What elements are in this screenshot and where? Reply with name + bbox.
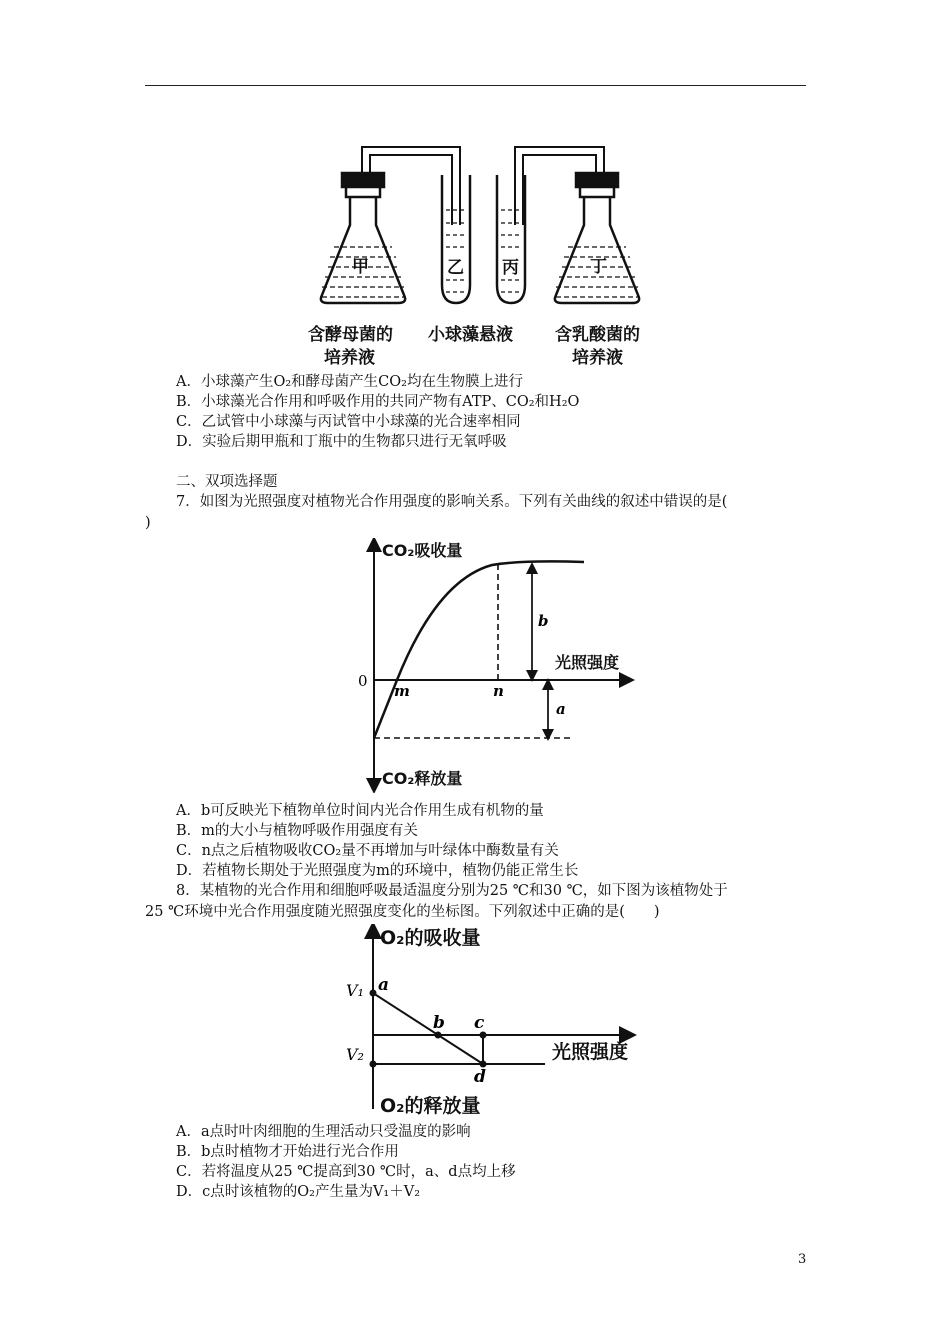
label-jia: 甲 xyxy=(352,257,369,277)
y-bottom-label: O₂的释放量 xyxy=(380,1095,481,1117)
label-bing: 丙 xyxy=(502,258,519,278)
flask-jia xyxy=(321,173,405,303)
v1-label: V₁ xyxy=(346,981,364,1000)
point-n-label: n xyxy=(493,682,504,700)
page-number: 3 xyxy=(798,1252,807,1267)
v2-label: V₂ xyxy=(346,1045,364,1064)
tube-yi xyxy=(442,175,470,303)
q8-option-b: B．b点时植物才开始进行光合作用 xyxy=(176,1144,399,1160)
q6-option-d: D．实验后期甲瓶和丁瓶中的生物都只进行无氧呼吸 xyxy=(176,434,507,450)
point-b-label: b xyxy=(433,1013,445,1033)
y-top-label: O₂的吸收量 xyxy=(380,927,481,949)
origin-label: 0 xyxy=(358,672,368,690)
section-heading: 二、双项选择题 xyxy=(176,474,278,490)
caption-yeast-2: 培养液 xyxy=(324,348,375,368)
b-label: b xyxy=(538,612,549,630)
q8-stem-2: 25 ℃环境中光合作用强度随光照强度变化的坐标图。下列叙述中正确的是( ) xyxy=(145,904,660,920)
x-axis-label: 光照强度 xyxy=(555,653,620,672)
point-d-label: d xyxy=(474,1067,486,1087)
decline-line xyxy=(373,993,483,1064)
q7-option-b: B．m的大小与植物呼吸作用强度有关 xyxy=(176,823,418,839)
point-a-label: a xyxy=(378,975,390,995)
apparatus-figure xyxy=(300,135,660,370)
caption-lactobacillus-2: 培养液 xyxy=(572,348,623,368)
x-axis-label: 光照强度 xyxy=(552,1041,629,1063)
photosynthesis-curve xyxy=(374,561,584,738)
q7-option-a: A．b可反映光下植物单位时间内光合作用生成有机物的量 xyxy=(176,803,544,819)
q8-option-c: C．若将温度从25 ℃提高到30 ℃时，a、d点均上移 xyxy=(176,1164,516,1180)
q8-stem-1: 8．某植物的光合作用和细胞呼吸最适温度分别为25 ℃和30 ℃，如下图为该植物处于 xyxy=(176,883,728,899)
q7-stem-2: ) xyxy=(145,515,151,531)
flask-ding xyxy=(555,173,639,303)
caption-yeast-1: 含酵母菌的 xyxy=(308,325,393,345)
q7-stem-1: 7．如图为光照强度对植物光合作用强度的影响关系。下列有关曲线的叙述中错误的是( xyxy=(176,494,728,510)
o2-light-chart xyxy=(340,924,650,1119)
caption-lactobacillus-1: 含乳酸菌的 xyxy=(555,325,640,345)
q7-option-c: C．n点之后植物吸收CO₂量不再增加与叶绿体中酶数量有关 xyxy=(176,843,559,859)
y-bottom-label: CO₂释放量 xyxy=(382,769,463,788)
point-c-label: c xyxy=(474,1013,485,1033)
point-m-label: m xyxy=(394,682,410,700)
header-rule xyxy=(145,85,806,86)
q6-option-c: C．乙试管中小球藻与丙试管中小球藻的光合速率相同 xyxy=(176,414,521,430)
q6-option-b: B．小球藻光合作用和呼吸作用的共同产物有ATP、CO₂和H₂O xyxy=(176,394,580,410)
q8-option-a: A．a点时叶肉细胞的生理活动只受温度的影响 xyxy=(176,1124,471,1140)
q8-option-d: D．c点时该植物的O₂产生量为V₁＋V₂ xyxy=(176,1184,421,1200)
label-yi: 乙 xyxy=(447,258,464,278)
q6-option-a: A．小球藻产生O₂和酵母菌产生CO₂均在生物膜上进行 xyxy=(176,374,523,390)
tube-bing xyxy=(497,175,525,303)
caption-algae: 小球藻悬液 xyxy=(428,325,513,345)
label-ding: 丁 xyxy=(590,257,607,277)
co2-light-chart xyxy=(352,538,642,793)
q7-option-d: D．若植物长期处于光照强度为m的环境中，植物仍能正常生长 xyxy=(176,863,579,879)
a-label: a xyxy=(556,700,566,718)
y-top-label: CO₂吸收量 xyxy=(382,541,463,560)
